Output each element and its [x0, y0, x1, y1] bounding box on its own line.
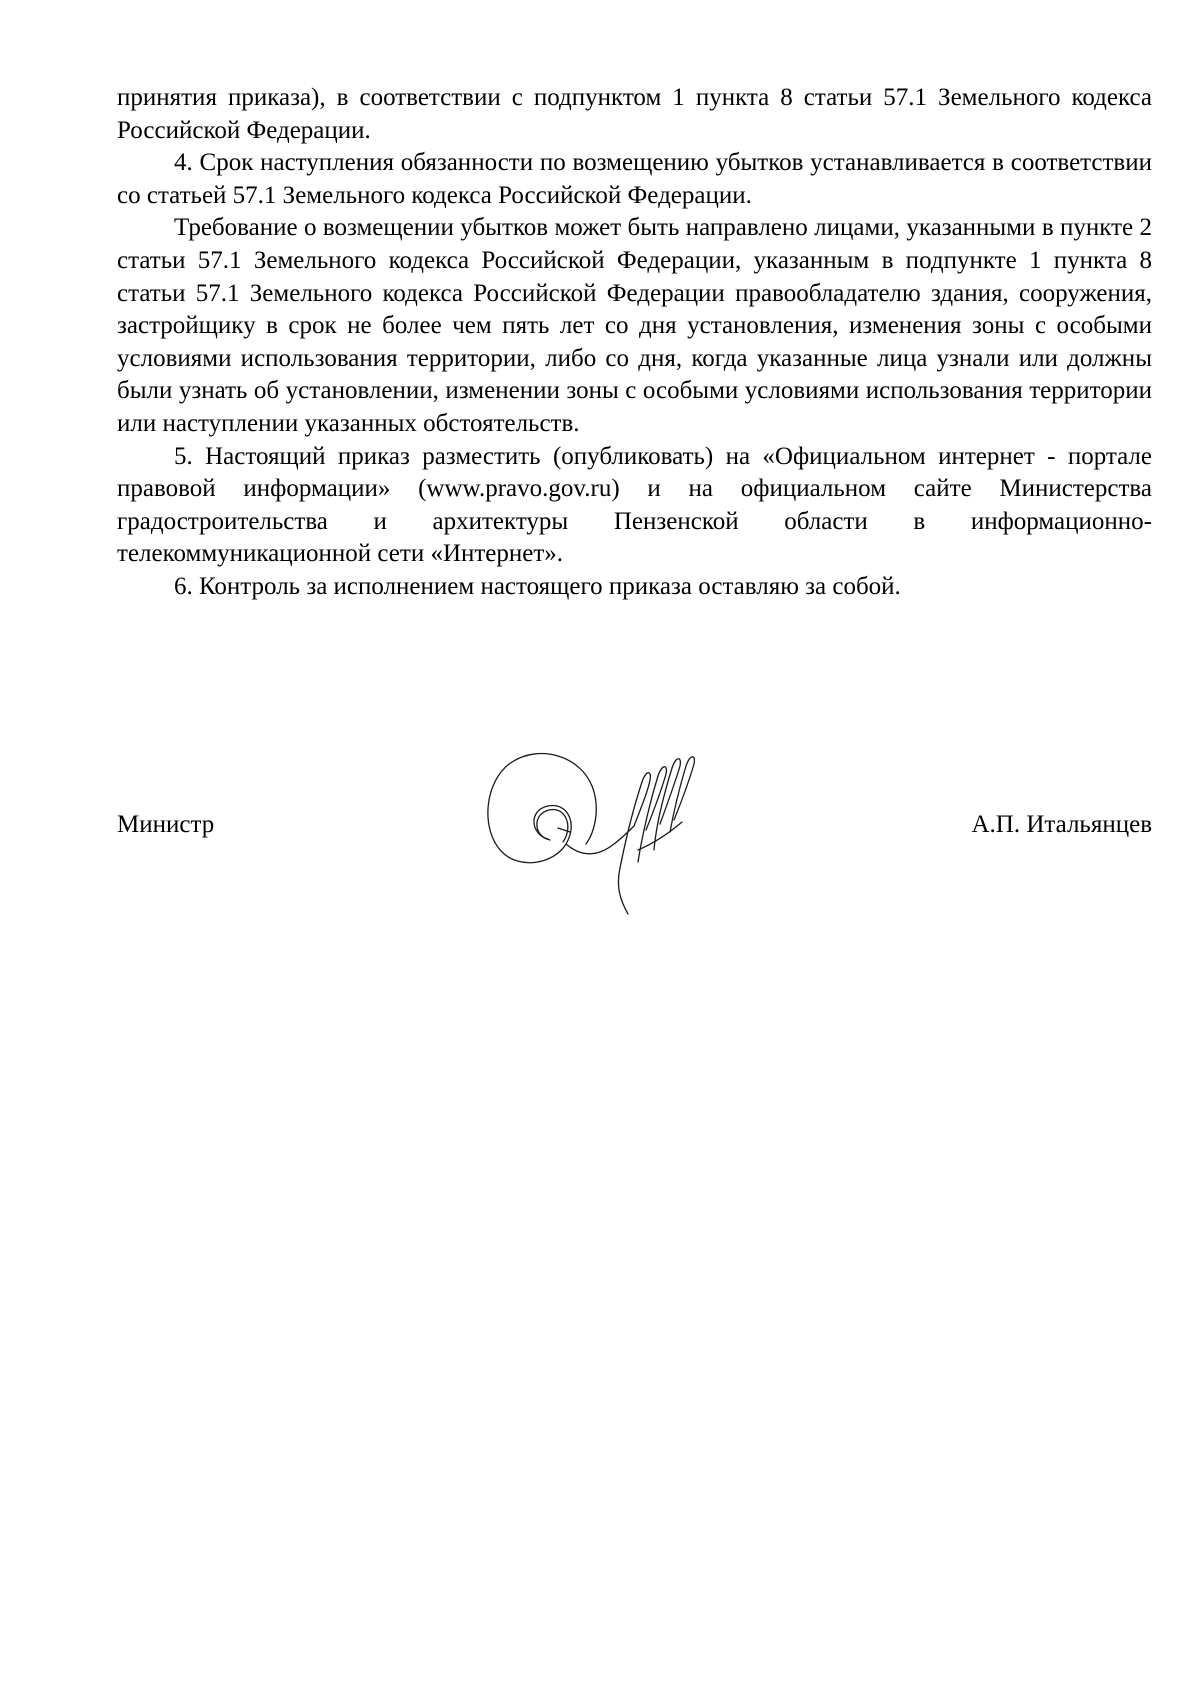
signer-name: А.П. Итальянцев [971, 811, 1152, 838]
paragraph-item-4: 4. Срок наступления обязанности по возмещению убытков устанавливается в соответствии со статьей 57.1 Земельного кодекса Российской Федерации. [117, 149, 1152, 209]
paragraph-item-5: 5. Настоящий приказ разместить (опубликовать) на «Официальном интернет - портале правовой информации» (www.pravo.gov.ru) и на официальном сайте Министерства градостроительства и архитектуры Пензенской области в информационно-телекоммуникационной сети «Интернет». [117, 442, 1152, 568]
signature-icon [470, 740, 720, 930]
position-title: Министр [117, 811, 215, 838]
paragraph-item-6: 6. Контроль за исполнением настоящего приказа оставляю за собой. [174, 572, 901, 600]
document-body [117, 82, 1152, 604]
paragraph-claim-requirement: Требование о возмещении убытков может быть направлено лицами, указанными в пункте 2 статьи 57.1 Земельного кодекса Российской Федерации, указанным в подпункте 1 пункта 8 статьи 57.1 Земельного кодекса Российской Федерации правообладателю здания, сооружения, застройщику в срок не более чем пять лет со дня установления, изменения зоны с особыми условиями использования территории, либо со дня, когда указанные лица узнали или должны были узнать об установлении, изменении зоны с особыми условиями использования территории или наступлении указанных обстоятельств. [117, 214, 1152, 437]
paragraph-continuation: принятия приказа), в соответствии с подпунктом 1 пункта 8 статьи 57.1 Земельного кодекса Российской Федерации. [117, 84, 1152, 144]
